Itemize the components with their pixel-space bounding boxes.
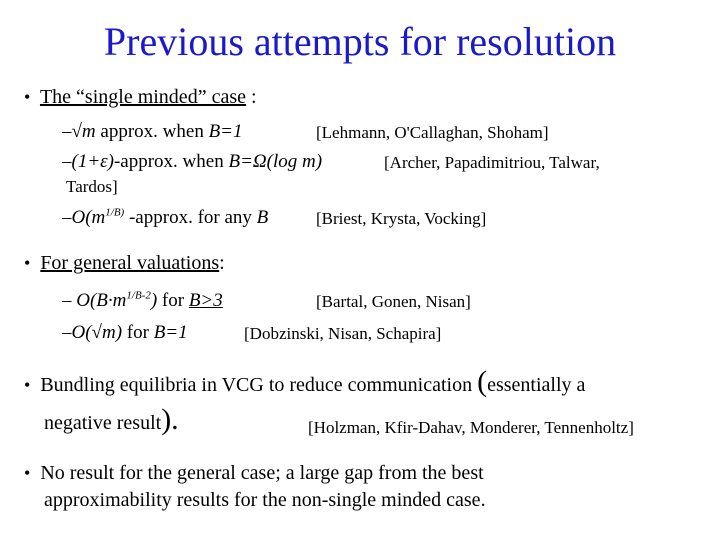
bullet-icon: • bbox=[24, 87, 31, 107]
text: for bbox=[122, 322, 154, 343]
math: O(√m) bbox=[71, 322, 123, 343]
math: √m bbox=[71, 121, 96, 142]
bullet-single-minded bbox=[24, 86, 257, 109]
bullet-no-result bbox=[24, 462, 484, 485]
paren: ( bbox=[477, 365, 488, 398]
single-minded-heading: The “single minded” case bbox=[39, 86, 246, 108]
math: (1+ε) bbox=[71, 151, 114, 172]
text: approx. when bbox=[95, 121, 209, 142]
reference: [Archer, Papadimitriou, Talwar, bbox=[384, 153, 600, 172]
single-minded-item-1 bbox=[62, 121, 243, 143]
reference: [Briest, Krysta, Vocking] bbox=[316, 209, 487, 228]
bullet-general-valuations bbox=[24, 252, 225, 275]
reference: [Bartal, Gonen, Nisan] bbox=[316, 292, 471, 311]
dash: – bbox=[62, 151, 72, 172]
bundling-text: essentially a bbox=[487, 374, 586, 396]
reference-continued: Tardos] bbox=[66, 177, 118, 196]
math: $O(m^{1/B)}$ bbox=[71, 206, 125, 228]
general-valuations-heading: For general valuations bbox=[40, 252, 220, 274]
math: B bbox=[256, 207, 269, 228]
text: -approx. when bbox=[113, 151, 229, 172]
bullet-bundling bbox=[24, 365, 586, 398]
math: B>3 bbox=[188, 290, 223, 311]
single-minded-item-3 bbox=[62, 207, 268, 229]
single-minded-item-2 bbox=[62, 151, 322, 173]
general-item-2 bbox=[62, 322, 188, 344]
general-item-1 bbox=[62, 290, 223, 312]
bullet-icon: • bbox=[24, 375, 31, 395]
dash: – bbox=[62, 322, 72, 343]
text: for bbox=[157, 290, 189, 311]
reference: [Holzman, Kfir-Dahav, Monderer, Tennenholtz] bbox=[308, 418, 634, 437]
bundling-text: negative result bbox=[44, 412, 162, 434]
bullet-icon: • bbox=[24, 253, 31, 273]
heading-colon: : bbox=[245, 86, 257, 108]
no-result-text: No result for the general case; a large gap from the best bbox=[40, 462, 484, 484]
dash: – bbox=[62, 290, 72, 311]
math: B=Ω(log m) bbox=[228, 151, 323, 172]
reference: [Dobzinski, Nisan, Schapira] bbox=[244, 324, 442, 343]
math: B=1 bbox=[208, 121, 243, 142]
heading-colon: : bbox=[219, 252, 225, 274]
text: -approx. for any bbox=[124, 207, 257, 228]
bullet-icon: • bbox=[24, 463, 31, 483]
slide-title: Previous attempts for resolution bbox=[103, 19, 617, 64]
paren: ). bbox=[161, 403, 179, 436]
reference: [Lehmann, O'Callaghan, Shoham] bbox=[316, 123, 549, 142]
bundling-line-2 bbox=[44, 403, 179, 436]
bundling-text: Bundling equilibria in VCG to reduce communication bbox=[40, 374, 478, 396]
no-result-line-2: approximability results for the non-single minded case. bbox=[44, 489, 486, 511]
math: B=1 bbox=[153, 322, 188, 343]
dash: – bbox=[62, 207, 72, 228]
math: $O(B\cdot m^{1/B-2})$ bbox=[76, 289, 158, 311]
dash: – bbox=[62, 121, 72, 142]
